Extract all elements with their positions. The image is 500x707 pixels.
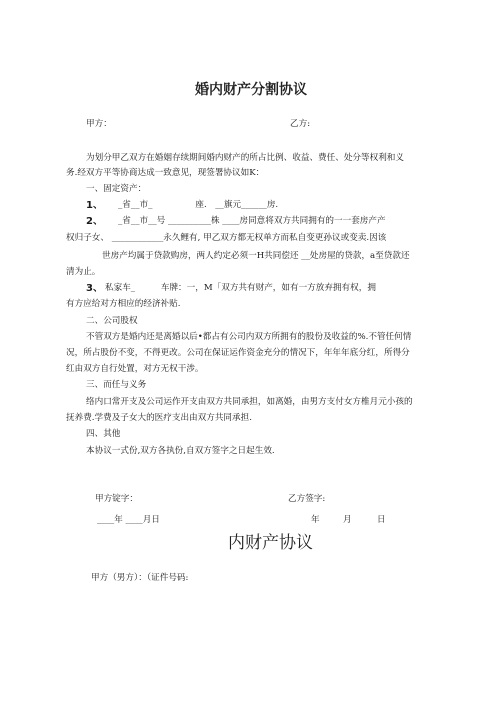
date-a: ____年 ____月日 <box>97 515 160 525</box>
s1-item2-cont-3: 清为止。 <box>66 267 101 277</box>
date-b-month: 月 <box>343 515 352 525</box>
s2-line-2: 况，所占股份不变，不得更改。公司在保证运作资金充分的情况下，年年年底分红，所得分 <box>66 348 410 358</box>
s1-item3-number: 3、 <box>86 283 103 294</box>
next-party-a-label: 甲方（男方）：（证件号码: <box>91 573 189 583</box>
intro-line-1: 为划分甲乙双方在婚姻存续期间婚内财产的所占比例、收益、费任、处分等权利和义 <box>86 153 404 163</box>
s1-item2-cont-2: 世房产均属于贷款购房，两人约定必须一H共同偿还 __处房屋的贷款，a至贷款还 <box>102 251 410 261</box>
document-title: 婚内财产分割协议 <box>195 82 307 98</box>
signature-b-label: 乙方签字: <box>288 494 326 504</box>
s1-item3-text: 私家车_ 车牌：一，M「双方共有财产，如有一方放弃拥有权，拥 <box>105 283 376 293</box>
section-3-heading: 三、而任与义务 <box>86 380 147 390</box>
intro-line-2: 务.经双方平等协商达成一致意见，现签署协议如K： <box>66 168 265 178</box>
s1-item2-text: _省__市__号 __________株 ____房同意将双方共同拥有的一一套房产产 <box>118 216 386 226</box>
next-document-title: 内财产协议 <box>228 533 313 553</box>
s3-line-1: 络内口常开支及公司运作开支由双方共同承担，如离婚，由男方支付女方椎月元小孩的 <box>86 397 413 407</box>
s2-line-3: 红由双方自行处置，对方无权干涉。 <box>66 364 204 374</box>
s3-line-2: 抚养费.学费及子女大的医疗支出由双方共同承担. <box>66 413 252 423</box>
s1-item1-number: 1、 <box>86 200 103 211</box>
section-1-heading: 一、固定资产： <box>86 184 147 194</box>
s1-item3-cont: 有方应给对方相应的经济补贴. <box>66 299 181 309</box>
signature-a-label: 甲方锭字： <box>95 494 138 504</box>
section-4-heading: 四、其他 <box>86 429 121 439</box>
s1-item2-number: 2、 <box>86 216 103 227</box>
s4-line-1: 本协议一式份,双方各执份,自双方签字之日起生效. <box>86 446 275 456</box>
party-a-label: 甲方： <box>86 119 112 129</box>
date-b-day: 日 <box>377 515 386 525</box>
section-2-heading: 二、公司股权 <box>86 316 138 326</box>
s1-item2-cont-1: 权归子女、 ____________永久鲤有, 甲乙双方都无权单方而私自变更孙议或变卖.因该 <box>66 233 387 243</box>
s2-line-1: 不管双方是婚内还是离婚以后•都占有公司内双方所拥有的股份及收益的%.不管任何情 <box>86 332 412 342</box>
date-b-year: 年 <box>311 515 320 525</box>
party-b-label: 乙方: <box>290 119 311 129</box>
s1-item1-text: _省__市_ 座. __旗元______房. <box>118 200 279 210</box>
